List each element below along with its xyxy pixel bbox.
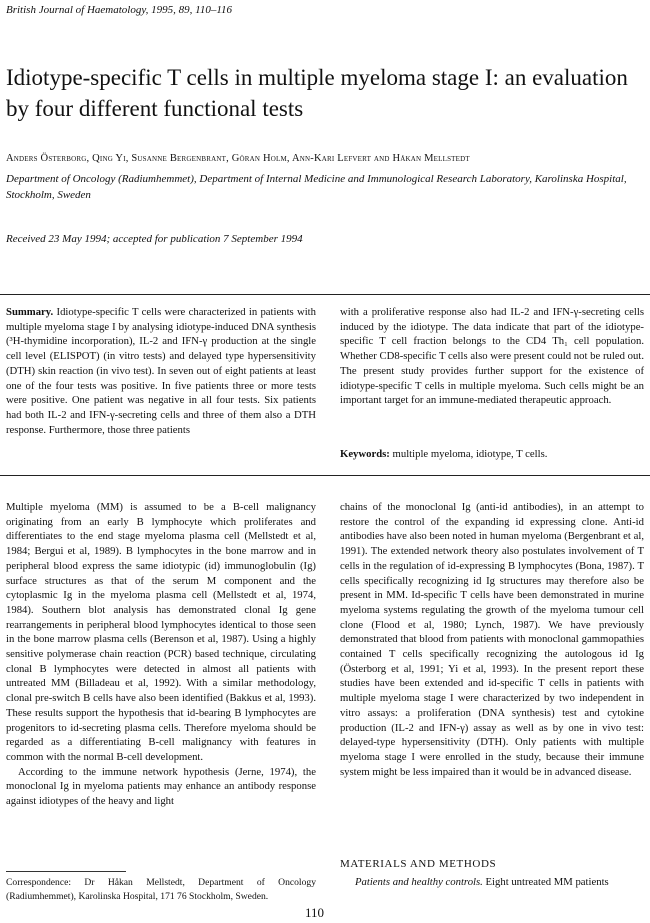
abstract-top-rule [0,294,650,295]
subsection-heading: Patients and healthy controls. [355,876,483,888]
received-dates: Received 23 May 1994; accepted for publication 7 September 1994 [6,233,303,245]
correspondence-footnote: Correspondence: Dr Håkan Mellstedt, Department of Oncology (Radiumhemmet), Karolinska Hospital, 171 76 Stockholm, Sweden. [6,877,316,902]
keywords-text: multiple myeloma, idiotype, T cells. [392,448,548,460]
intro-paragraph-2: According to the immune network hypothesis (Jerne, 1974), the monoclonal Ig in myeloma patients may enhance an antibody response against idiotypes of the heavy and light [6,765,316,808]
author-affiliation: Department of Oncology (Radiumhemmet), Department of Internal Medicine and Immunological Research Laboratory, Karolinska Hospital, Stockholm, Sweden [6,173,627,201]
section-paragraph [355,876,644,888]
article-title: Idiotype-specific T cells in multiple myeloma stage I: an evaluation by four different functional tests [6,65,628,121]
section-heading: MATERIALS AND METHODS [340,858,497,870]
intro-paragraph-1: Multiple myeloma (MM) is assumed to be a B-cell malignancy originating from an early B lymphocyte which proliferates and differentiates to the end stage myeloma plasma cell (Mellstedt et al, 1984; Bergui et al, 1989). B lymphocytes in the bone marrow and in peripheral blood express the same idiotypic (id) immunoglobulin (Ig) surface structures as that of the serum M component and the cytoplasmic Ig in the myeloma plasma cell (Mellstedt et al, 1974, 1984). Southern blot analysis has demonstrated clonal Ig gene rearrangements in peripheral blood lymphocytes identical to those seen in the bone marrow plasma cells (Berenson et al, 1987). Using a highly sensitive polymerase chain reaction (PCR) based technique, circulating clonal B lymphocytes were detected in almost all patients with untreated MM (Billadeau et al, 1992). With a similar methodology, clonal pre-switch B cells have also been identified (Bakkus et al, 1993). These results support the hypothesis that id-bearing B lymphocytes are progenitors to id-secreting plasma cells. Therefore myeloma should be regarded as a differentiating B-cell malignancy with features in common with the normal B-cell development. [6,501,316,763]
page-number: 110 [305,905,325,920]
abstract-left-column [6,305,316,437]
journal-citation: British Journal of Haematology, 1995, 89, 110–116 [6,4,232,16]
body-left-column [6,500,316,809]
abstract-text-left: Idiotype-specific T cells were characterized in patients with multiple myeloma stage I by analysing idiotype-induced DNA synthesis (³H-thymidine incorporation), IL-2 and IFN-γ production at the single cell level (ELISPOT) (in vitro tests) and delayed type hypersensitivity (DTH) skin reaction (in vivo test). In seven out of eight patients at least one of the four tests was positive. In five patients three or more tests were positive. One patient was negative in all four tests. Six patients had both IL-2 and IFN-γ-secreting cells and three of them also a DTH response. Furthermore, those three patients [6,306,316,436]
intro-paragraph-3: chains of the monoclonal Ig (anti-id antibodies), in an attempt to restore the control of the expanding id expressing clone. Anti-id antibodies have also been noted in human myeloma (Bergenbrant et al, 1991). The extended network theory also postulates involvement of T cells in the regulation of id-expressing B lymphocytes (Bona, 1987). T cells specifically recognizing id Ig structures may therefore also be present in MM. Id-specific T cells have been demonstrated in murine myeloma systems regulating the growth of the myeloma tumour cell clone (Flood et al, 1980; Lynch, 1987). We have previously demonstrated that blood from patients with monoclonal gammopathies contained T cells specifically recognizing the autologous id Ig (Österborg et al, 1991; Yi et al, 1993). In the present report these studies have been extended and id-specific T cells in patients with multiple myeloma stage I were characterized by two independent in vitro assays: a proliferation (DNA synthesis) test and cytokine production (IL-2 and IFN-γ) assay as well as by one in vivo test: delayed-type hypersensitivity (DTH). Only patients with multiple myeloma stage I were enrolled in the study, because their immune system might be less impaired than it would be in advanced disease. [340,501,644,778]
keywords-label: Keywords: [340,448,390,460]
footnote-rule [6,871,126,872]
abstract-bottom-rule [0,475,650,476]
abstract-text-right: with a proliferative response also had IL-2 and IFN-γ-secreting cells induced by the idiotype. The data indicate that part of the idiotype-specific T cell fraction belongs to the CD4 Th₁ cell population. Whether CD8-specific T cells also were present could not be ruled out. The present study provides further support for the existence of idiotype-specific T cells in multiple myeloma. Such cells might be an important target for an immune-mediated therapeutic approach. [340,306,644,407]
abstract-label: Summary. [6,306,54,318]
body-right-column [340,500,644,779]
author-list: Anders Österborg, Qing Yi, Susanne Bergenbrant, Göran Holm, Ann-Kari Lefvert and Håkan Mellstedt [6,153,470,164]
keywords-line [340,448,644,460]
subsection-text: Eight untreated MM patients [485,876,609,888]
abstract-right-column [340,305,644,408]
